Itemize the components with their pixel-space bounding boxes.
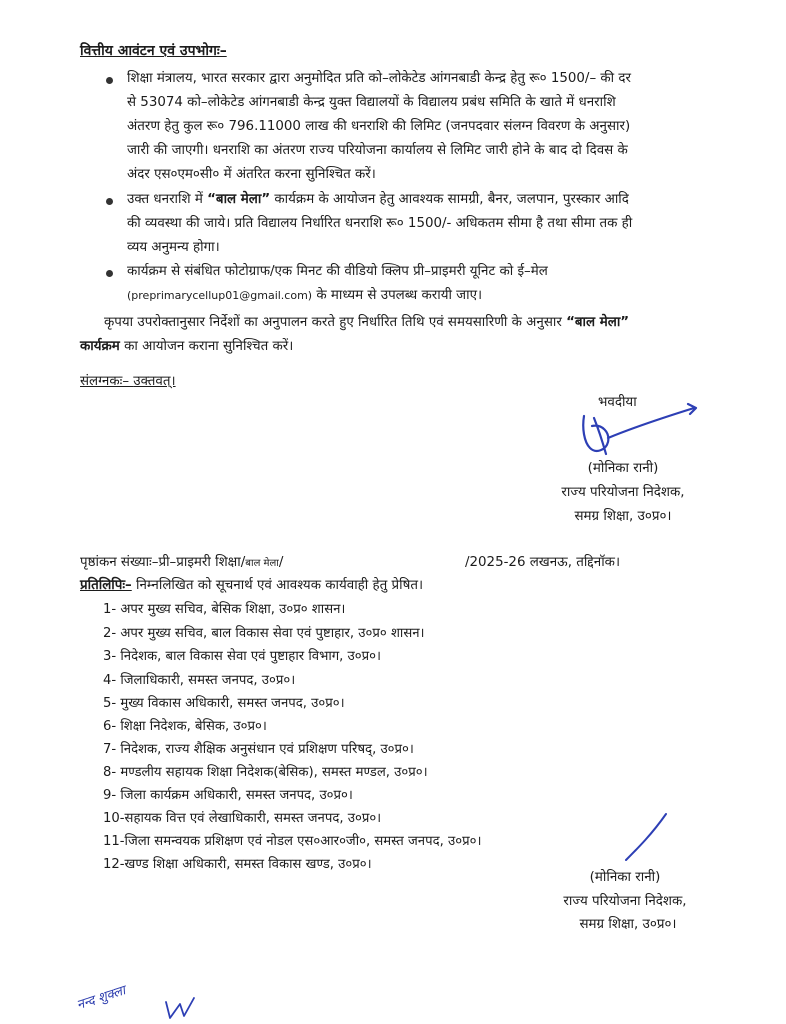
signatory-designation-1: राज्य परियोजना निदेशक, — [561, 485, 685, 500]
recipient-item: 5- मुख्य विकास अधिकारी, समस्त जनपद, उ०प्र०। — [103, 696, 345, 711]
signatory-office-2: समग्र शिक्षा, उ०प्र०। — [579, 917, 677, 932]
bal-mela-bold: “बाल मेला” — [207, 192, 271, 207]
signatory-designation-2: राज्य परियोजना निदेशक, — [563, 894, 687, 909]
bullet-3-line-1: कार्यक्रम से संबंधित फोटोग्राफ/एक मिनट की वीडियो क्लिप प्री–प्राइमरी यूनिट को ई–मेल — [127, 264, 548, 279]
recipient-item: 9- जिला कार्यक्रम अधिकारी, समस्त जनपद, उ०प्र०। — [103, 788, 353, 803]
signatory-name-2: (मोनिका रानी) — [589, 870, 661, 885]
bullet-1-line-5: अंदर एस०एम०सी० में अंतरित करना सुनिश्चित करें। — [127, 167, 376, 182]
handwritten-note: नन्द शुक्ला — [74, 983, 128, 1014]
signature-2 — [618, 808, 678, 868]
recipient-item: 12-खण्ड शिक्षा अधिकारी, समस्त विकास खण्ड, उ०प्र०। — [103, 857, 372, 872]
bullet-2-line-3: व्यय अनुमन्य होगा। — [127, 240, 220, 255]
bullet-icon — [106, 270, 113, 277]
bullet-1-line-4: जारी की जाएगी। धनराशि का अंतरण राज्य परियोजना कार्यालय से लिमिट जारी होने के बाद दो दिवस के — [127, 143, 628, 158]
signatory-name-1: (मोनिका रानी) — [587, 461, 659, 476]
bullet-1-line-2: से 53074 को–लोकेटेड आंगनबाडी केन्द्र युक्त विद्यालयों के विद्यालय प्रबंध समिति के खाते में धनराशि — [127, 95, 616, 110]
recipient-item: 3- निदेशक, बाल विकास सेवा एवं पुष्टाहार विभाग, उ०प्र०। — [103, 649, 382, 664]
bullet-icon — [106, 77, 113, 84]
bullet-1-line-1: शिक्षा मंत्रालय, भारत सरकार द्वारा अनुमोदित प्रति को–लोकेटेड आंगनबाडी केन्द्र हेतु रू० 1500/– की दर — [127, 71, 631, 86]
copy-to-line: प्रतिलिपिः– निम्नलिखित को सूचनार्थ एवं आवश्यक कार्यवाही हेतु प्रेषित। — [80, 578, 424, 593]
recipient-item: 6- शिक्षा निदेशक, बेसिक, उ०प्र०। — [103, 719, 267, 734]
salutation: भवदीया — [598, 395, 637, 410]
recipient-item: 7- निदेशक, राज्य शैक्षिक अनुसंधान एवं प्रशिक्षण परिषद्, उ०प्र०। — [103, 742, 414, 757]
endorsement-line: पृष्ठांकन संख्याः–प्री–प्राइमरी शिक्षा/बाल मेला/ /2025-26 लखनऊ, तद्दिनॉक। — [80, 555, 621, 570]
bullet-2-line-1: उक्त धनराशि में “बाल मेला” कार्यक्रम के आयोजन हेतु आवश्यक सामग्री, बैनर, जलपान, पुरस्कार आदि — [127, 192, 629, 207]
closing-line-1: कृपया उपरोक्तानुसार निर्देशों का अनुपालन करते हुए निर्धारित तिथि एवं समयसारिणी के अनुसार “बाल मेला” — [104, 315, 630, 330]
bullet-3-line-2: (preprimarycellup01@gmail.com) के माध्यम से उपलब्ध करायी जाए। — [127, 288, 483, 303]
recipient-item: 4- जिलाधिकारी, समस्त जनपद, उ०प्र०। — [103, 673, 296, 688]
recipient-item: 1- अपर मुख्य सचिव, बेसिक शिक्षा, उ०प्र० शासन। — [103, 602, 346, 617]
bullet-1-line-3: अंतरण हेतु कुल रू० 796.11000 लाख की धनराशि की लिमिट (जनपदवार संलग्न विवरण के अनुसार) — [127, 119, 631, 134]
handwritten-mark — [160, 992, 200, 1024]
bullet-icon — [106, 198, 113, 205]
bullet-2-line-2: की व्यवस्था की जाये। प्रति विद्यालय निर्धारित धनराशि रू० 1500/- अधिकतम सीमा है तथा सीमा तक ही — [127, 216, 633, 231]
email-address[interactable]: (preprimarycellup01@gmail.com) — [127, 289, 313, 302]
recipient-item: 10-सहायक वित्त एवं लेखाधिकारी, समस्त जनपद, उ०प्र०। — [103, 811, 382, 826]
closing-line-2: कार्यक्रम का आयोजन कराना सुनिश्चित करें। — [80, 339, 294, 354]
enclosure: संलग्नकः– उक्तवत्। — [80, 374, 176, 389]
recipient-item: 8- मण्डलीय सहायक शिक्षा निदेशक(बेसिक), समस्त मण्डल, उ०प्र०। — [103, 765, 428, 780]
signatory-office-1: समग्र शिक्षा, उ०प्र०। — [574, 509, 672, 524]
section-heading: वित्तीय आवंटन एवं उपभोगः– — [80, 43, 227, 59]
recipient-item: 2- अपर मुख्य सचिव, बाल विकास सेवा एवं पुष्टाहार, उ०प्र० शासन। — [103, 626, 425, 641]
signature-1 — [572, 398, 702, 460]
recipient-item: 11-जिला समन्वयक प्रशिक्षण एवं नोडल एस०आर०जी०, समस्त जनपद, उ०प्र०। — [103, 834, 482, 849]
